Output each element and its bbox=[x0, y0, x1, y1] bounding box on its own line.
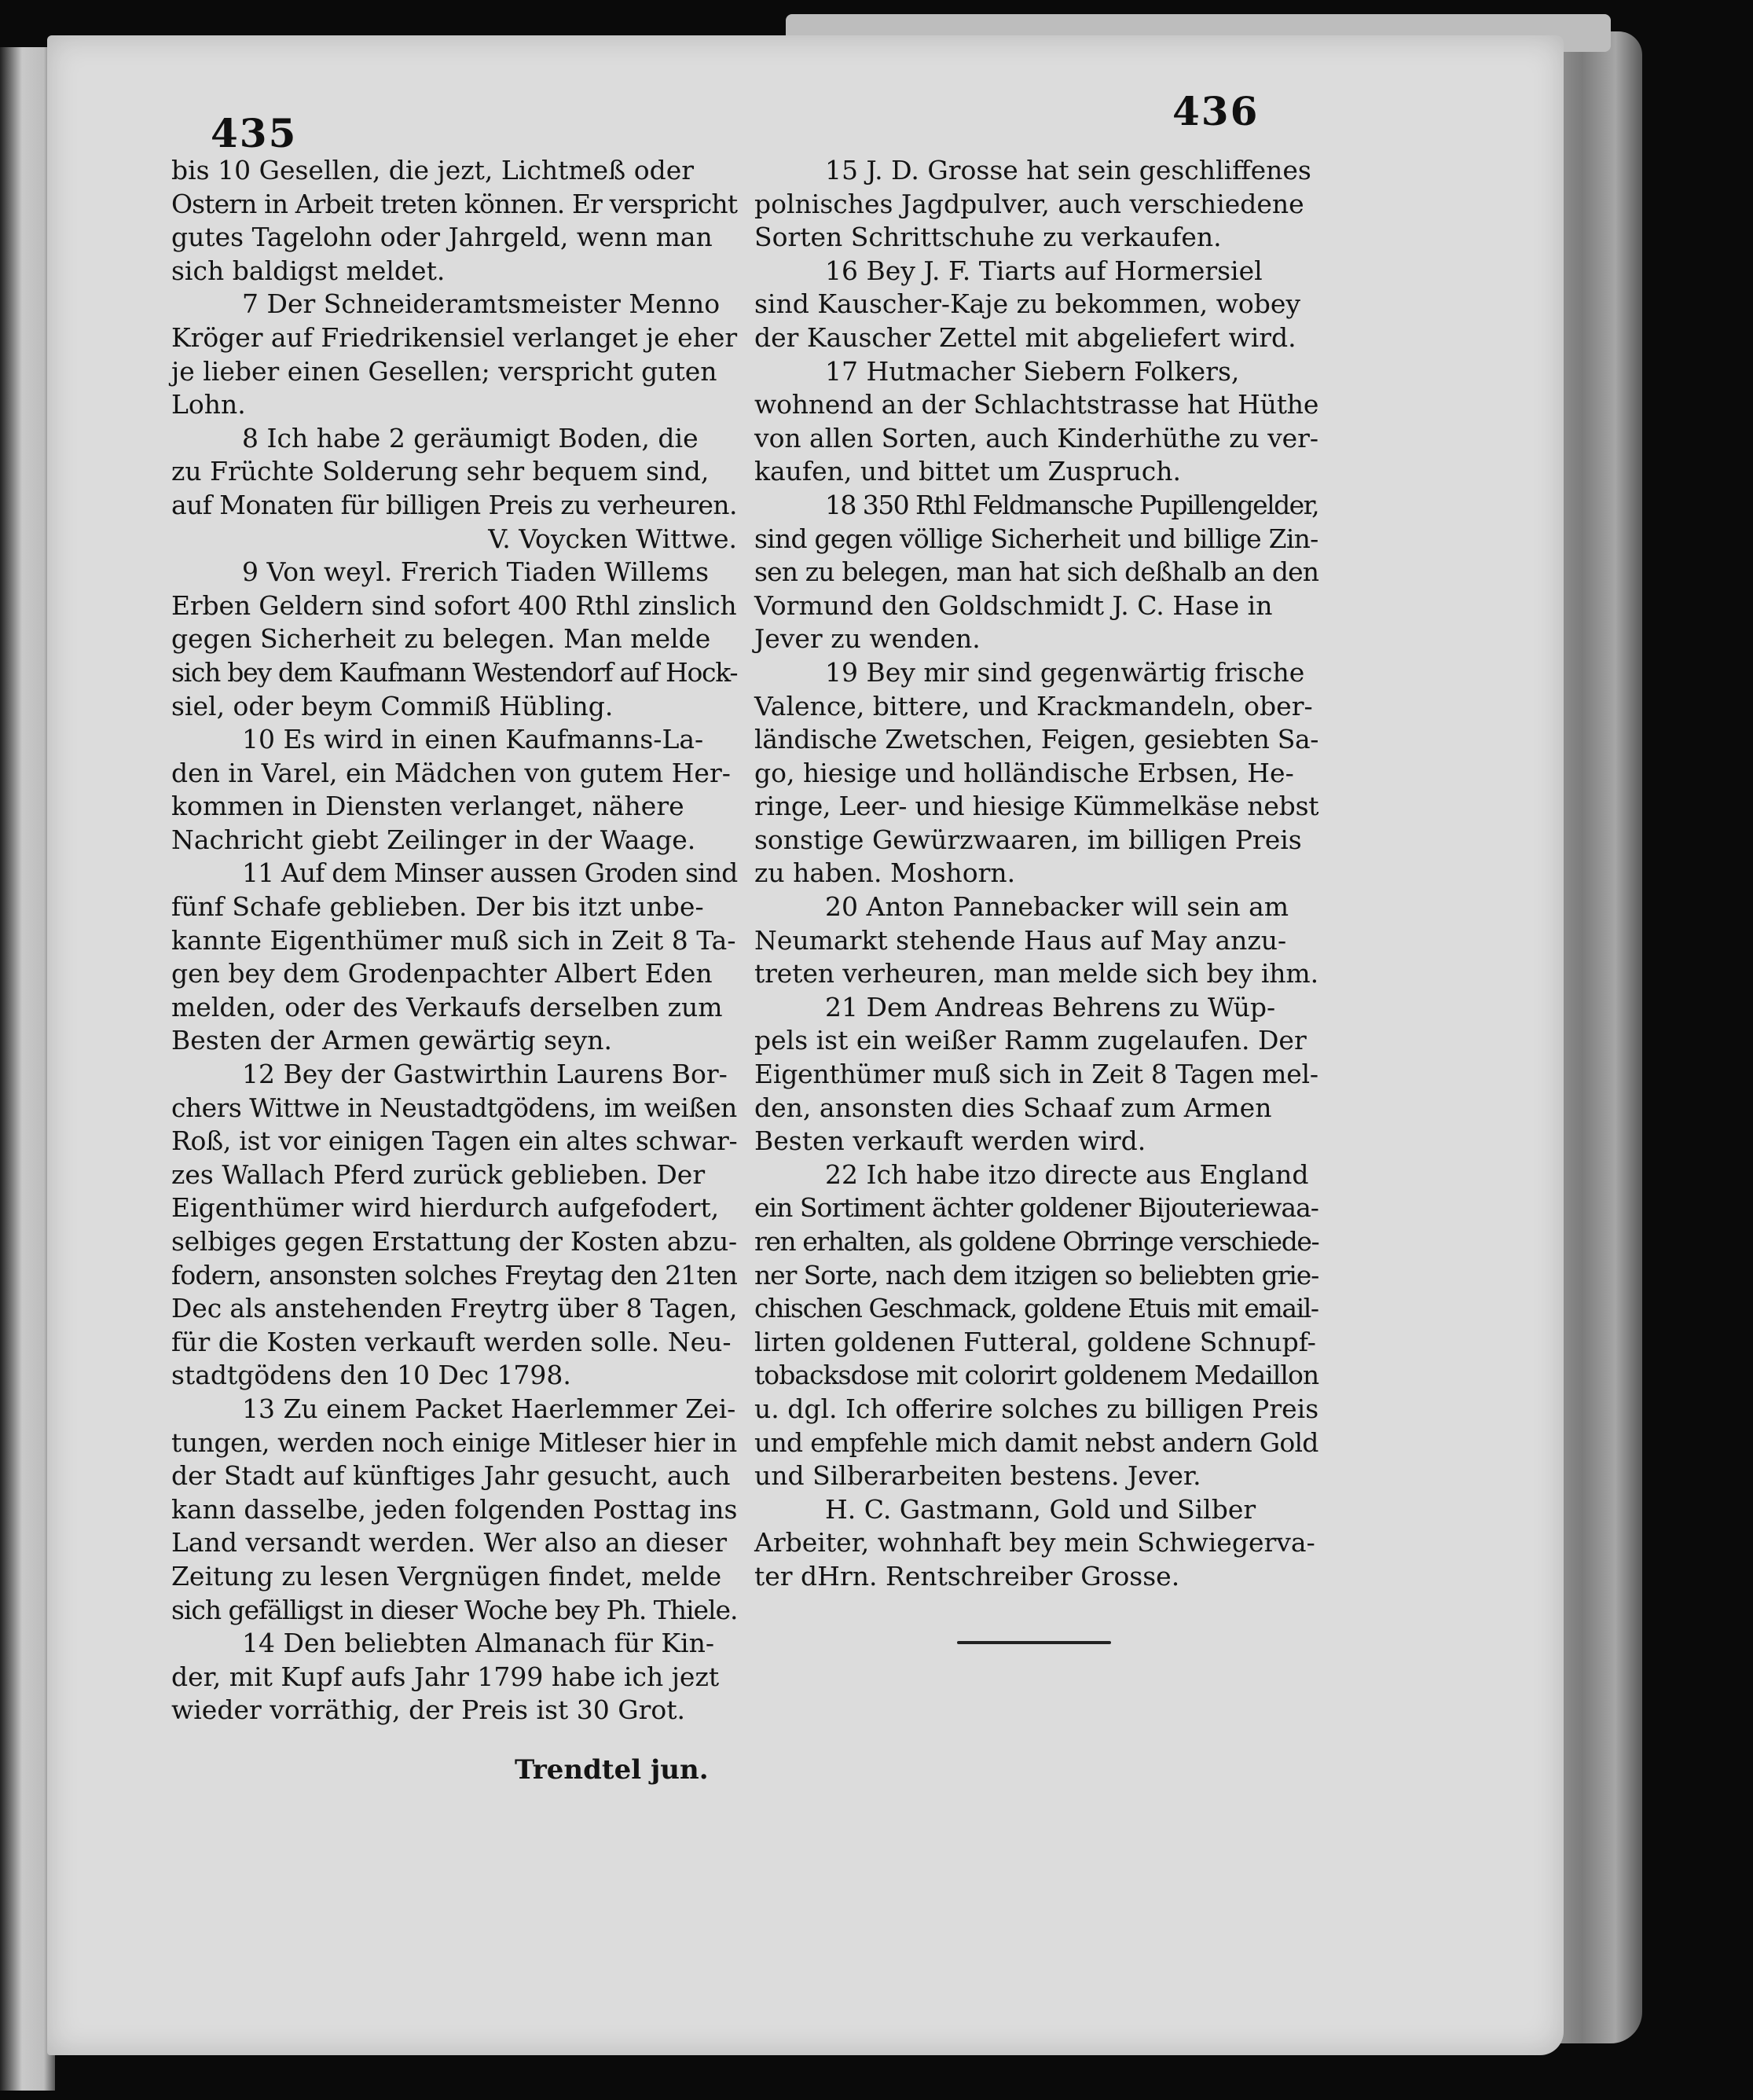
text-line: sich gefälligst in dieser Woche bey Ph. Thiele. bbox=[171, 1594, 738, 1625]
text-line: sich baldigst meldet. bbox=[171, 255, 446, 286]
text-line: chers Wittwe in Neustadtgödens, im weißen bbox=[171, 1092, 737, 1123]
text-line: H. C. Gastmann, Gold und Silber bbox=[825, 1493, 1256, 1525]
text-line: sen zu belegen, man hat sich deßhalb an den bbox=[754, 556, 1319, 588]
text-line: Jever zu wenden. bbox=[754, 623, 981, 655]
text-line: ner Sorte, nach dem itzigen so beliebten grie- bbox=[754, 1259, 1319, 1290]
end-rule bbox=[957, 1641, 1111, 1644]
text-line: der Kauscher Zettel mit abgeliefert wird. bbox=[754, 321, 1296, 353]
text-line: fodern, ansonsten solches Freytag den 21ten bbox=[171, 1259, 738, 1290]
text-line: ren erhalten, als goldene Obrringe verschiede- bbox=[754, 1226, 1319, 1257]
text-line: Arbeiter, wohnhaft bey mein Schwiegerva- bbox=[754, 1527, 1315, 1558]
text-line: 7 Der Schneideramtsmeister Menno bbox=[242, 288, 721, 320]
text-line: Eigenthümer wird hierdurch aufgefodert, bbox=[171, 1192, 720, 1224]
text-line: auf Monaten für billigen Preis zu verheuren. bbox=[171, 489, 737, 520]
text-line: kaufen, und bittet um Zuspruch. bbox=[754, 456, 1182, 487]
text-line: treten verheuren, man melde sich bey ihm. bbox=[754, 958, 1318, 989]
text-line: stadtgödens den 10 Dec 1798. bbox=[171, 1360, 571, 1391]
text-line: 16 Bey J. F. Tiarts auf Hormersiel bbox=[825, 255, 1263, 286]
text-line: gen bey dem Grodenpachter Albert Eden bbox=[171, 958, 713, 989]
text-line: und Silberarbeiten bestens. Jever. bbox=[754, 1460, 1201, 1492]
text-line: chischen Geschmack, goldene Etuis mit email- bbox=[754, 1293, 1318, 1324]
text-line: Neumarkt stehende Haus auf May anzu- bbox=[754, 924, 1287, 956]
text-line: gegen Sicherheit zu belegen. Man melde bbox=[171, 623, 711, 655]
text-line: siel, oder beym Commiß Hübling. bbox=[171, 690, 614, 721]
text-line: zu haben. Moshorn. bbox=[754, 857, 1016, 889]
text-line: melden, oder des Verkaufs derselben zum bbox=[171, 991, 723, 1022]
text-line: 20 Anton Pannebacker will sein am bbox=[825, 891, 1289, 923]
text-line: Dec als anstehenden Freytrg über 8 Tagen, bbox=[171, 1293, 738, 1324]
text-line: kannte Eigenthümer muß sich in Zeit 8 Ta- bbox=[171, 924, 736, 956]
text-line: 15 J. D. Grosse hat sein geschliffenes bbox=[825, 155, 1311, 185]
text-line: zes Wallach Pferd zurück geblieben. Der bbox=[171, 1158, 706, 1190]
text-line: von allen Sorten, auch Kinderhüthe zu ver- bbox=[754, 422, 1318, 453]
text-line: lirten goldenen Futteral, goldene Schnupf- bbox=[754, 1326, 1316, 1357]
text-line: der Stadt auf künftiges Jahr gesucht, auch bbox=[171, 1460, 731, 1492]
text-line: sonstige Gewürzwaaren, im billigen Preis bbox=[754, 824, 1302, 855]
text-line: Besten verkauft werden wird. bbox=[754, 1125, 1146, 1157]
text-line: Zeitung zu lesen Vergnügen findet, melde bbox=[171, 1560, 722, 1592]
text-line: 18 350 Rthl Feldmansche Pupillengelder, bbox=[825, 489, 1319, 520]
text-line: Ostern in Arbeit treten können. Er verspricht bbox=[171, 188, 738, 219]
text-line: bis 10 Gesellen, die jezt, Lichtmeß oder bbox=[171, 155, 695, 185]
text-line: u. dgl. Ich offerire solches zu billigen Preis bbox=[754, 1393, 1319, 1424]
text-line: 22 Ich habe itzo directe aus England bbox=[825, 1158, 1309, 1190]
text-line: für die Kosten verkauft werden solle. Neu- bbox=[171, 1326, 732, 1357]
text-line: 21 Dem Andreas Behrens zu Wüp- bbox=[825, 991, 1276, 1022]
text-line: Lohn. bbox=[171, 389, 246, 420]
text-line: V. Voycken Wittwe. bbox=[488, 523, 737, 554]
text-line: der, mit Kupf aufs Jahr 1799 habe ich jezt bbox=[171, 1661, 720, 1692]
text-line: go, hiesige und holländische Erbsen, He- bbox=[754, 757, 1294, 788]
right-text-column bbox=[754, 154, 1318, 1594]
text-line: Vormund den Goldschmidt J. C. Hase in bbox=[754, 589, 1273, 621]
text-line: ländische Zwetschen, Feigen, gesiebten Sa- bbox=[754, 724, 1319, 755]
text-line: gutes Tagelohn oder Jahrgeld, wenn man bbox=[171, 222, 713, 253]
text-line: 12 Bey der Gastwirthin Laurens Bor- bbox=[242, 1059, 728, 1090]
text-line: fünf Schafe geblieben. Der bis itzt unbe- bbox=[171, 891, 704, 923]
text-line: sind gegen völlige Sicherheit und billige Zin- bbox=[754, 523, 1318, 554]
text-line: wieder vorräthig, der Preis ist 30 Grot. bbox=[171, 1694, 686, 1726]
text-line: Land versandt werden. Wer also an dieser bbox=[171, 1527, 727, 1558]
text-line: und empfehle mich damit nebst andern Gold bbox=[754, 1426, 1318, 1458]
text-line: 19 Bey mir sind gegenwärtig frische bbox=[825, 656, 1305, 688]
left-signature: Trendtel jun. bbox=[515, 1754, 709, 1786]
page-number-left: 435 bbox=[211, 110, 298, 156]
text-line: kann dasselbe, jeden folgenden Posttag ins bbox=[171, 1493, 738, 1525]
text-line: 14 Den beliebten Almanach für Kin- bbox=[242, 1628, 715, 1659]
text-line: Nachricht giebt Zeilinger in der Waage. bbox=[171, 824, 696, 855]
text-line: 8 Ich habe 2 geräumigt Boden, die bbox=[242, 422, 699, 453]
text-line: 13 Zu einem Packet Haerlemmer Zei- bbox=[242, 1393, 736, 1424]
text-line: Roß, ist vor einigen Tagen ein altes schwar- bbox=[171, 1125, 738, 1157]
text-line: tungen, werden noch einige Mitleser hier in bbox=[171, 1426, 737, 1458]
text-line: tobacksdose mit colorirt goldenem Medaillon bbox=[754, 1360, 1319, 1391]
left-text-column bbox=[171, 154, 737, 1727]
text-line: 9 Von weyl. Frerich Tiaden Willems bbox=[242, 556, 709, 588]
text-line: zu Früchte Solderung sehr bequem sind, bbox=[171, 456, 710, 487]
text-line: Kröger auf Friedrikensiel verlanget je eher bbox=[171, 321, 738, 353]
text-line: ter dHrn. Rentschreiber Grosse. bbox=[754, 1560, 1180, 1592]
text-line: selbiges gegen Erstattung der Kosten abzu- bbox=[171, 1226, 737, 1257]
text-line: den, ansonsten dies Schaaf zum Armen bbox=[754, 1092, 1272, 1123]
text-line: den in Varel, ein Mädchen von gutem Her- bbox=[171, 757, 731, 788]
text-line: 11 Auf dem Minser aussen Groden sind bbox=[242, 857, 738, 889]
text-line: Eigenthümer muß sich in Zeit 8 Tagen mel- bbox=[754, 1059, 1318, 1090]
text-line: je lieber einen Gesellen; verspricht guten bbox=[171, 355, 717, 387]
text-line: ringe, Leer- und hiesige Kümmelkäse nebst bbox=[754, 791, 1319, 822]
text-line: 10 Es wird in einen Kaufmanns-La- bbox=[242, 724, 704, 755]
text-line: Sorten Schrittschuhe zu verkaufen. bbox=[754, 222, 1222, 253]
text-line: Valence, bittere, und Krackmandeln, ober- bbox=[754, 690, 1313, 721]
page-number-right: 436 bbox=[1172, 88, 1260, 134]
text-line: ein Sortiment ächter goldener Bijouteriewaa- bbox=[754, 1192, 1318, 1224]
text-line: Erben Geldern sind sofort 400 Rthl zinslich bbox=[171, 589, 737, 621]
text-line: 17 Hutmacher Siebern Folkers, bbox=[825, 355, 1240, 387]
text-line: sich bey dem Kaufmann Westendorf auf Hock- bbox=[171, 656, 738, 688]
text-line: polnisches Jagdpulver, auch verschiedene bbox=[754, 188, 1304, 219]
text-line: pels ist ein weißer Ramm zugelaufen. Der bbox=[754, 1025, 1307, 1056]
text-line: kommen in Diensten verlanget, nähere bbox=[171, 791, 684, 822]
text-line: sind Kauscher-Kaje zu bekommen, wobey bbox=[754, 288, 1301, 320]
text-line: wohnend an der Schlachtstrasse hat Hüthe bbox=[754, 389, 1319, 420]
text-line: Besten der Armen gewärtig seyn. bbox=[171, 1025, 612, 1056]
